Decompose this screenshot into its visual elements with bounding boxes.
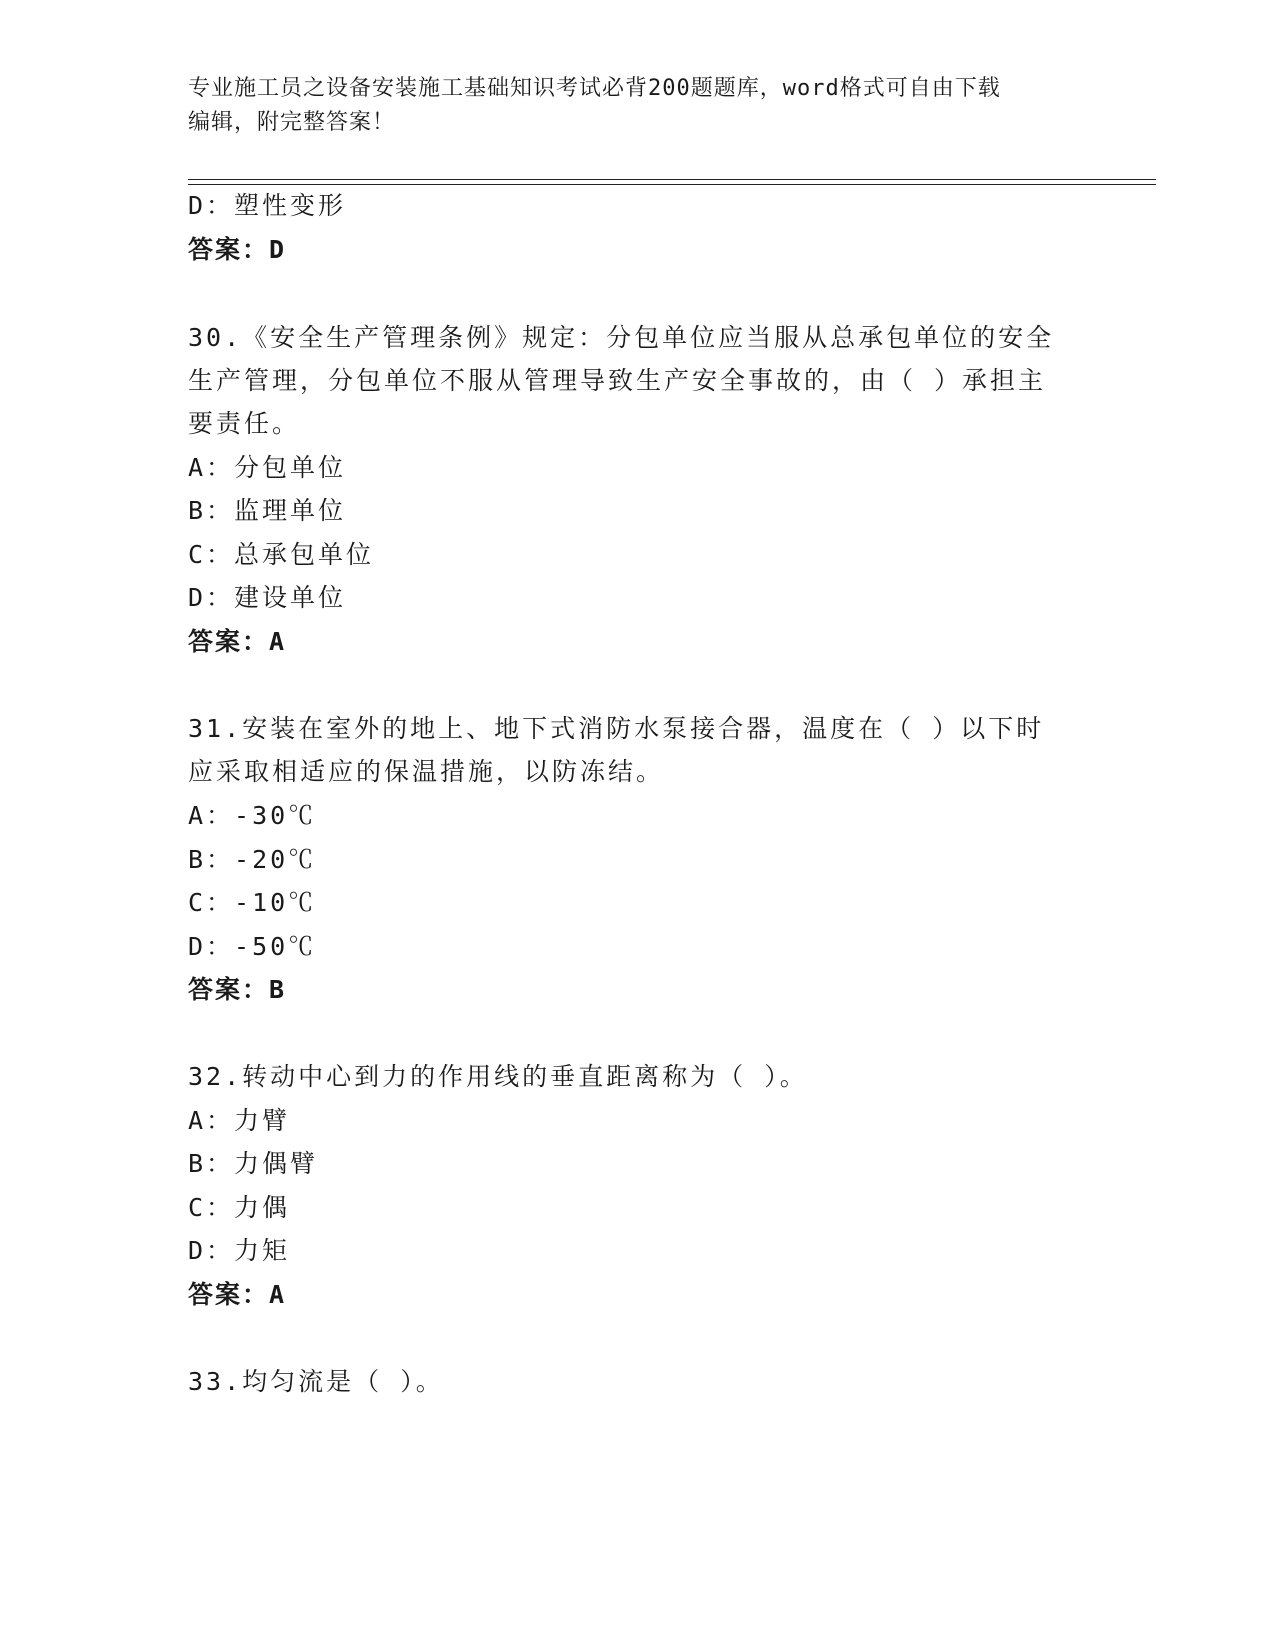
q30-stem-line-2: 生产管理，分包单位不服从管理导致生产安全事故的，由（ ）承担主 — [188, 366, 1047, 395]
q32-option-b: B：力偶臂 — [188, 1149, 319, 1178]
q30-stem-line-3: 要责任。 — [188, 409, 301, 438]
q32-answer: 答案：A — [188, 1280, 287, 1309]
q31-stem-line-1: 31.安装在室外的地上、地下式消防水泵接合器，温度在（ ）以下时 — [188, 714, 1045, 743]
q32-option-c: C：力偶 — [188, 1193, 291, 1222]
q33-stem: 33.均匀流是（ ）。 — [188, 1367, 444, 1396]
header-divider-top — [188, 179, 1156, 180]
q30-option-d: D：建设单位 — [188, 583, 347, 612]
q30-answer: 答案：A — [188, 627, 287, 656]
q30-option-c: C：总承包单位 — [188, 540, 375, 569]
q30-option-b: B：监理单位 — [188, 496, 347, 525]
q29-answer: 答案：D — [188, 235, 287, 264]
q32-option-a: A：力臂 — [188, 1106, 291, 1135]
header-title-line-2: 编辑，附完整答案！ — [188, 110, 396, 135]
header-title-line-1: 专业施工员之设备安装施工基础知识考试必背200题题库，word格式可自由下载 — [188, 76, 1001, 101]
q30-option-a: A：分包单位 — [188, 453, 347, 482]
header-divider-bottom — [188, 184, 1156, 185]
q31-option-c: C：-10℃ — [188, 888, 317, 917]
q29-option-d: D：塑性变形 — [188, 191, 347, 220]
q31-option-b: B：-20℃ — [188, 845, 317, 874]
q31-stem-line-2: 应采取相适应的保温措施，以防冻结。 — [188, 757, 665, 786]
q31-answer: 答案：B — [188, 975, 287, 1004]
q32-stem: 32.转动中心到力的作用线的垂直距离称为（ ）。 — [188, 1062, 808, 1091]
q30-stem-line-1: 30.《安全生产管理条例》规定：分包单位应当服从总承包单位的安全 — [188, 323, 1055, 352]
document-header — [188, 72, 1088, 140]
q32-option-d: D：力矩 — [188, 1236, 291, 1265]
q31-option-d: D：-50℃ — [188, 932, 317, 961]
q31-option-a: A：-30℃ — [188, 801, 317, 830]
